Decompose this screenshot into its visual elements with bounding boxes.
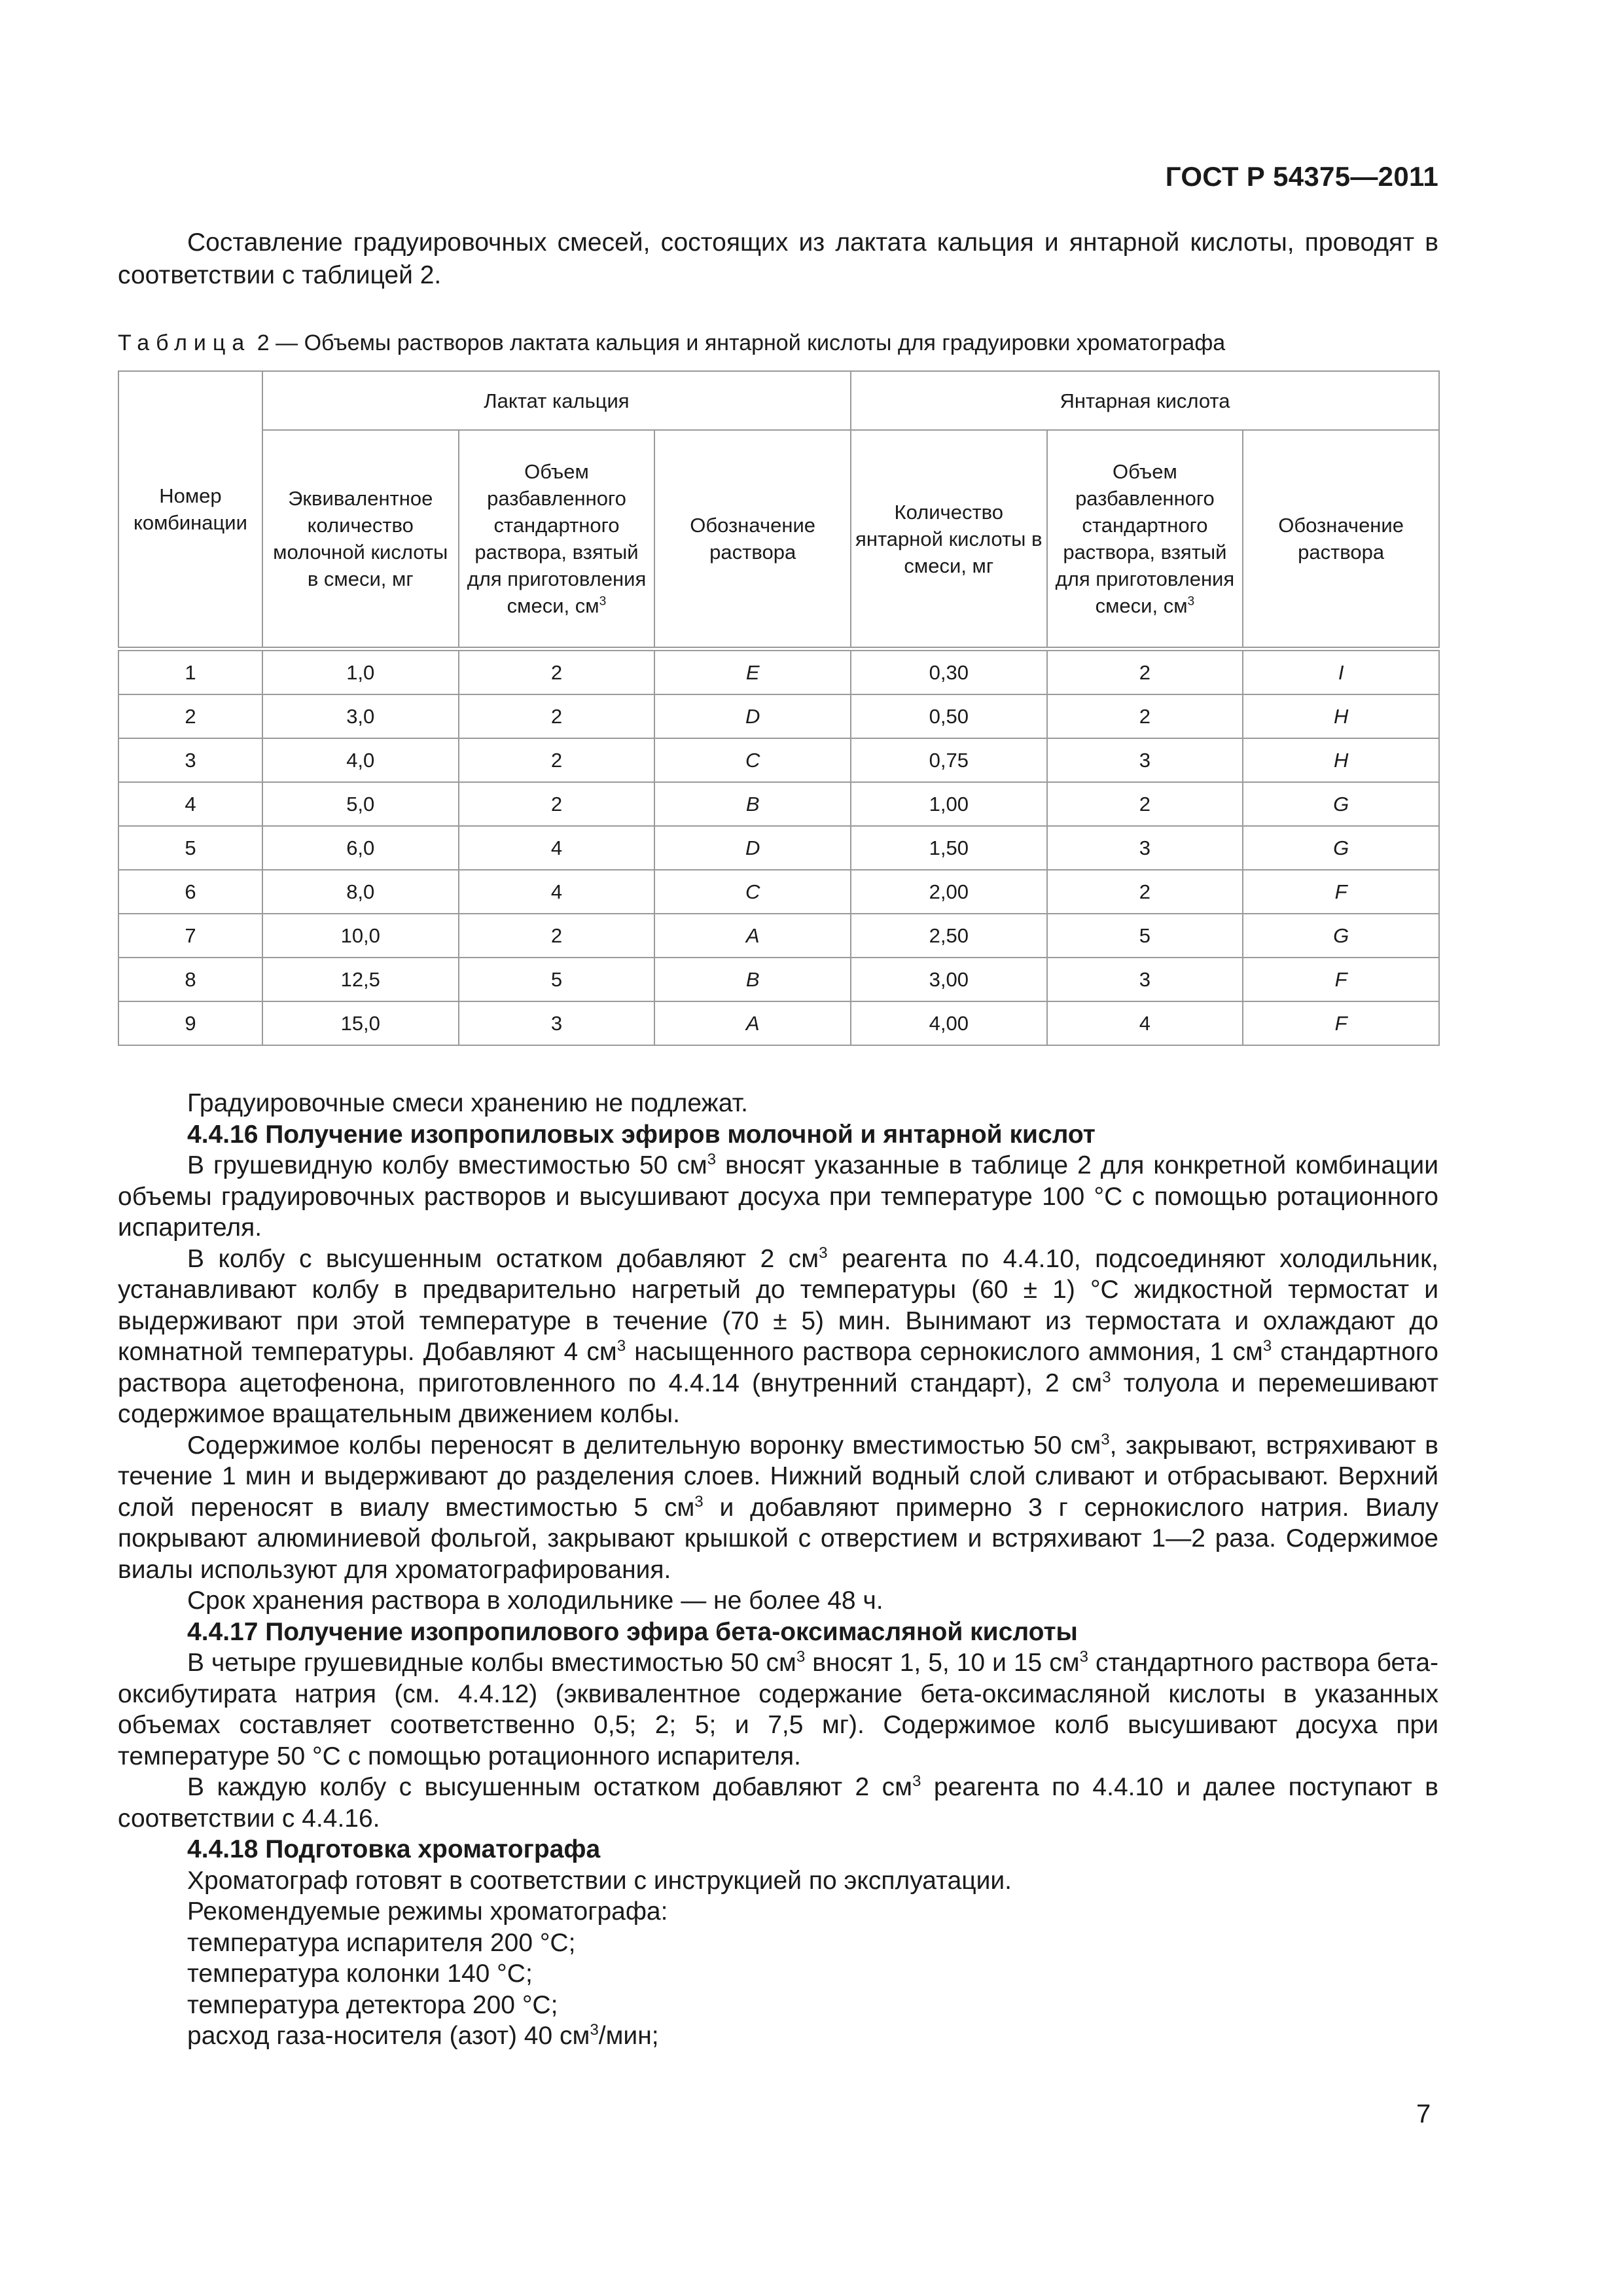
table-row: [118, 782, 1439, 826]
header-lactate-volume: Объем разбавленного стандартного раствора, взятый для приготовления смеси, $см^3$: [459, 430, 655, 649]
cell: D: [654, 826, 851, 870]
paragraph-4-4-17-1: В четыре грушевидные колбы вместимостью 50 $см^3$ вносят 1, 5, 10 и 15 $см^3$ стандартного раствора бета-оксибутирата натрия (см. 4.4.12) (эквивалентное содержание бета-оксимасляной кислоты в указанных объемах составляет соответственно 0,5; 2; 5; и 7,5 мг). Содержимое колб высушивают досуха при температуре 50 °С с помощью ротационного испарителя.: [118, 1648, 1438, 1770]
cell: D: [654, 694, 851, 738]
cell: F: [1243, 958, 1439, 1001]
header-succinic-amount: Количество янтарной кислоты в смеси, мг: [851, 430, 1047, 649]
cell: 3: [1047, 738, 1243, 782]
cell: 10,0: [262, 914, 459, 958]
cell: 1,50: [851, 826, 1047, 870]
table-row: [118, 738, 1439, 782]
header-combination-number: Номер комбинации: [118, 371, 262, 649]
cell: G: [1243, 914, 1439, 958]
header-lactate-designation: Обозначение раствора: [654, 430, 851, 649]
heading-4-4-17: 4.4.17 Получение изопропилового эфира бета-оксимасляной кислоты: [187, 1617, 1078, 1646]
cell: 5,0: [262, 782, 459, 826]
header-group-lactate: Лактат кальция: [262, 371, 851, 430]
cell: 3: [1047, 958, 1243, 1001]
table-row: [118, 914, 1439, 958]
table-row: [118, 958, 1439, 1001]
cell: 0,30: [851, 649, 1047, 695]
cell: 9: [118, 1001, 262, 1045]
cell: 3: [118, 738, 262, 782]
table-row: [118, 649, 1439, 695]
mode-carrier-gas-flow: расход газа-носителя (азот) 40 $см^3$/мин;: [187, 2021, 659, 2050]
cell: 15,0: [262, 1001, 459, 1045]
cell: C: [654, 870, 851, 914]
cell: G: [1243, 782, 1439, 826]
mode-column-temp: температура колонки 140 °С;: [187, 1960, 533, 1988]
body-text: [118, 1088, 1438, 2052]
cell: H: [1243, 694, 1439, 738]
table-caption-label: Таблица: [118, 331, 251, 355]
cell: 2: [459, 738, 655, 782]
cell: 2: [1047, 649, 1243, 695]
cell: 5: [1047, 914, 1243, 958]
table-row: [118, 870, 1439, 914]
cell: 1,00: [851, 782, 1047, 826]
cell: 4: [459, 870, 655, 914]
cell: 6,0: [262, 826, 459, 870]
cell: G: [1243, 826, 1439, 870]
table-row: [118, 826, 1439, 870]
cell: 6: [118, 870, 262, 914]
cell: 7: [118, 914, 262, 958]
cell: 3: [1047, 826, 1243, 870]
cell: 0,50: [851, 694, 1047, 738]
cell: 4: [118, 782, 262, 826]
cell: 2: [1047, 782, 1243, 826]
cell: 2,00: [851, 870, 1047, 914]
cell: E: [654, 649, 851, 695]
cell: F: [1243, 1001, 1439, 1045]
cell: 12,5: [262, 958, 459, 1001]
cell: 2: [1047, 870, 1243, 914]
paragraph-storage: Градуировочные смеси хранению не подлежат.: [187, 1089, 748, 1117]
cell: 4: [1047, 1001, 1243, 1045]
table-caption-text: 2 — Объемы растворов лактата кальция и янтарной кислоты для градуировки хроматографа: [257, 331, 1226, 355]
cell: 1: [118, 649, 262, 695]
cell: B: [654, 782, 851, 826]
cell: 8: [118, 958, 262, 1001]
table-caption: [118, 329, 1453, 357]
cell: 3,0: [262, 694, 459, 738]
paragraph-4-4-16-2: В колбу с высушенным остатком добавляют 2 $см^3$ реагента по 4.4.10, подсоединяют холодильник, устанавливают колбу в предварительно нагретый до температуры (60 ± 1) °С жидкостной термостат и выдерживают при этой температуре в течение (70 ± 5) мин. Вынимают из термостата и охлаждают до комнатной температуры. Добавляют 4 $см^3$ насыщенного раствора сернокислого аммония, 1 $см^3$ стандартного раствора ацетофенона, приготовленного по 4.4.14 (внутренний стандарт), 2 $см^3$ толуола и перемешивают содержимое вращательным движением колбы.: [118, 1244, 1438, 1428]
header-succinic-designation: Обозначение раствора: [1243, 430, 1439, 649]
standard-number: ГОСТ Р 54375—2011: [1165, 161, 1438, 192]
cell: A: [654, 1001, 851, 1045]
cell: C: [654, 738, 851, 782]
heading-4-4-16: 4.4.16 Получение изопропиловых эфиров молочной и янтарной кислот: [187, 1120, 1096, 1149]
cell: 2: [1047, 694, 1243, 738]
cell: 4,0: [262, 738, 459, 782]
cell: 4: [459, 826, 655, 870]
cell: 3: [459, 1001, 655, 1045]
cell: B: [654, 958, 851, 1001]
paragraph-4-4-18-1: Хроматограф готовят в соответствии с инструкцией по эксплуатации.: [187, 1866, 1012, 1895]
paragraph-4-4-16-3: Содержимое колбы переносят в делительную воронку вместимостью 50 $см^3$, закрывают, встряхивают в течение 1 мин и выдерживают до разделения слоев. Нижний водный слой сливают и отбрасывают. Верхний слой переносят в виалу вместимостью 5 $см^3$ и добавляют примерно 3 г сернокислого натрия. Виалу покрывают алюминиевой фольгой, закрывают крышкой с отверстием и встряхивают 1—2 раза. Содержимое виалы используют для хроматографирования.: [118, 1430, 1439, 1584]
paragraph-4-4-16-4: Срок хранения раствора в холодильнике — не более 48 ч.: [187, 1587, 883, 1615]
page-number: 7: [1416, 2100, 1431, 2128]
cell: I: [1243, 649, 1439, 695]
intro-paragraph: Составление градуировочных смесей, состоящих из лактата кальция и янтарной кислоты, проводят в соответствии с таблицей 2.: [118, 228, 1438, 289]
heading-4-4-18: 4.4.18 Подготовка хроматографа: [187, 1835, 601, 1863]
header-lactic-equivalent: Эквивалентное количество молочной кислоты в смеси, мг: [262, 430, 459, 649]
header-succinic-volume: Объем разбавленного стандартного раствора, взятый для приготовления смеси, $см^3$: [1047, 430, 1243, 649]
cell: 1,0: [262, 649, 459, 695]
cell: 2: [459, 782, 655, 826]
cell: 8,0: [262, 870, 459, 914]
cell: H: [1243, 738, 1439, 782]
cell: 0,75: [851, 738, 1047, 782]
header-group-succinic: Янтарная кислота: [851, 371, 1439, 430]
cell: 5: [459, 958, 655, 1001]
table-row: [118, 694, 1439, 738]
calibration-table: [118, 370, 1440, 1046]
cell: 2: [459, 649, 655, 695]
paragraph-4-4-17-2: В каждую колбу с высушенным остатком добавляют 2 $см^3$ реагента по 4.4.10 и далее поступают в соответствии с 4.4.16.: [118, 1772, 1438, 1833]
paragraph-4-4-16-1: В грушевидную колбу вместимостью 50 $см^3$ вносят указанные в таблице 2 для конкретной комбинации объемы градуировочных растворов и высушивают досуха при температуре 100 °С с помощью ротационного испарителя.: [118, 1151, 1438, 1242]
cell: 2,50: [851, 914, 1047, 958]
mode-detector-temp: температура детектора 200 °С;: [187, 1990, 558, 2019]
cell: 4,00: [851, 1001, 1047, 1045]
table-row: [118, 1001, 1439, 1045]
cell: 3,00: [851, 958, 1047, 1001]
mode-evaporator-temp: температура испарителя 200 °С;: [187, 1928, 576, 1957]
cell: 2: [459, 694, 655, 738]
cell: 2: [459, 914, 655, 958]
cell: A: [654, 914, 851, 958]
cell: F: [1243, 870, 1439, 914]
cell: 2: [118, 694, 262, 738]
paragraph-4-4-18-2: Рекомендуемые режимы хроматографа:: [187, 1897, 668, 1926]
cell: 5: [118, 826, 262, 870]
